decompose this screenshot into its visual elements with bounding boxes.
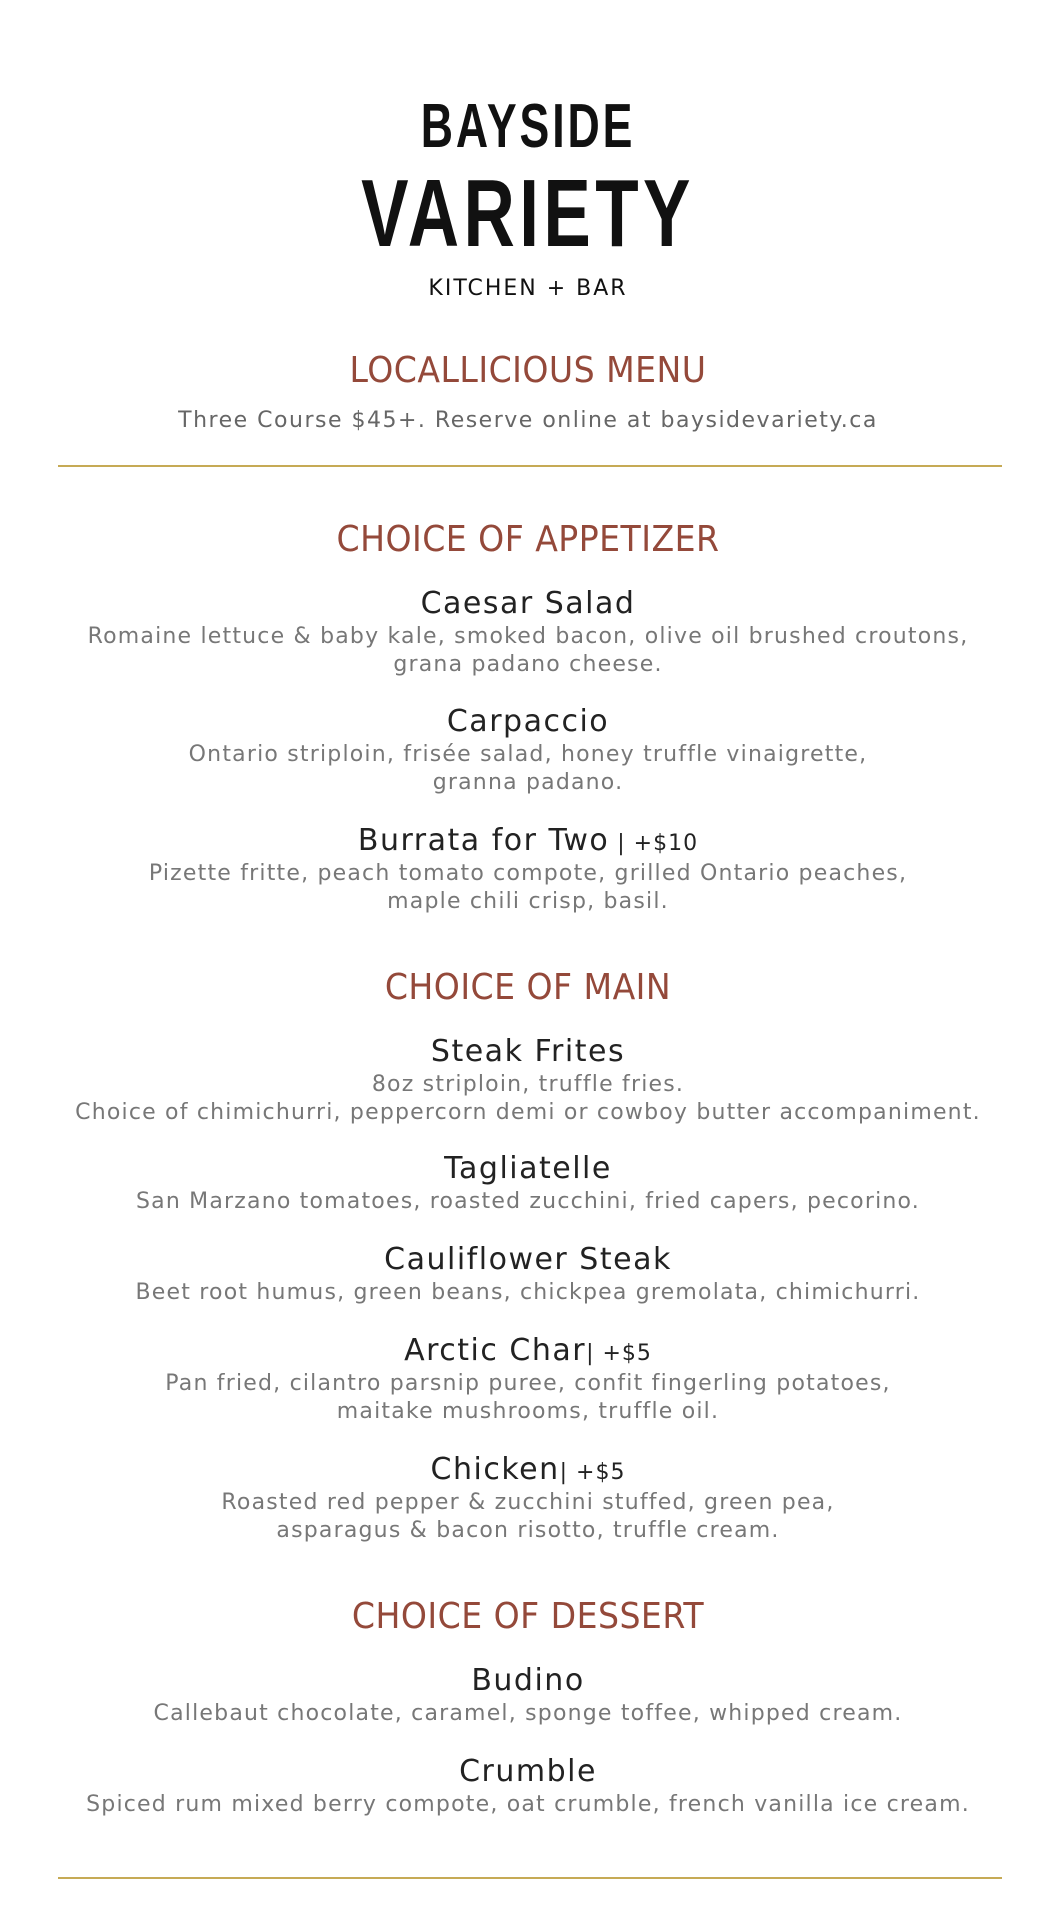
logo-line-kitchen-bar: KITCHEN + BAR (428, 276, 628, 301)
desc-line: asparagus & bacon risotto, truffle cream. (276, 1518, 780, 1543)
menu-item-name (0, 704, 1056, 739)
menu-item-description (0, 1188, 1056, 1216)
menu-item-description (0, 1791, 1056, 1819)
item-name-chicken: Chicken (430, 1452, 560, 1487)
bottom-divider (58, 1877, 1002, 1879)
menu-item-name (0, 823, 1056, 858)
menu-item-name (0, 1452, 1056, 1487)
desc-line: Pan fried, cilantro parsnip puree, confit fingerling potatoes, (165, 1371, 891, 1396)
section-title-dessert: CHOICE OF DESSERT (351, 1596, 705, 1637)
menu-item-name (0, 1754, 1056, 1789)
desc-line: granna padano. (432, 770, 624, 795)
logo-line-bayside: BAYSIDE (420, 92, 636, 161)
section-title-appetizer: CHOICE OF APPETIZER (336, 519, 720, 560)
menu-item-name (0, 1663, 1056, 1698)
item-name-steak-frites: Steak Frites (430, 1034, 626, 1069)
item-name-cauliflower-steak: Cauliflower Steak (384, 1242, 672, 1277)
desc-line: Roasted red pepper & zucchini stuffed, green pea, (221, 1490, 835, 1515)
item-name-carpaccio: Carpaccio (446, 704, 610, 739)
menu-item-description (0, 623, 1056, 679)
desc-line: Callebaut chocolate, caramel, sponge toffee, whipped cream. (153, 1701, 903, 1726)
menu-item-description (0, 741, 1056, 797)
menu-subtitle: Three Course $45+. Reserve online at baysidevariety.ca (178, 408, 878, 433)
menu-item-description (0, 1279, 1056, 1307)
desc-line: maitake mushrooms, truffle oil. (336, 1399, 720, 1424)
item-surcharge: | +$5 (559, 1460, 626, 1485)
menu-item-description (0, 1700, 1056, 1728)
desc-line: maple chili crisp, basil. (387, 889, 669, 914)
menu-item-name (0, 1034, 1056, 1069)
item-surcharge: | +$10 (609, 831, 699, 856)
menu-item-name (0, 1242, 1056, 1277)
logo-line-variety: VARIETY (361, 160, 695, 267)
menu-title: LOCALLICIOUS MENU (349, 350, 707, 391)
item-name-burrata: Burrata for Two (357, 823, 610, 858)
restaurant-logo (0, 92, 1056, 301)
desc-line: 8oz striploin, truffle fries. (371, 1072, 685, 1097)
item-name-arctic-char: Arctic Char (404, 1333, 587, 1368)
menu-item-description (0, 1489, 1056, 1545)
item-name-budino: Budino (471, 1663, 585, 1698)
item-surcharge: | +$5 (586, 1341, 652, 1366)
menu-item-name (0, 1151, 1056, 1186)
menu-item-description (0, 1370, 1056, 1426)
item-name-caesar-salad: Caesar Salad (420, 586, 636, 621)
item-name-tagliatelle: Tagliatelle (444, 1151, 612, 1186)
menu-item-description (0, 1071, 1056, 1127)
menu-item-description (0, 860, 1056, 916)
item-name-crumble: Crumble (459, 1754, 597, 1789)
top-divider (58, 465, 1002, 467)
menu-item-name (0, 586, 1056, 621)
desc-line: Spiced rum mixed berry compote, oat crumble, french vanilla ice cream. (86, 1792, 970, 1817)
desc-line: Beet root humus, green beans, chickpea gremolata, chimichurri. (135, 1280, 921, 1305)
desc-line: Choice of chimichurri, peppercorn demi or cowboy butter accompaniment. (75, 1100, 981, 1125)
desc-line: Ontario striploin, frisée salad, honey truffle vinaigrette, (188, 742, 868, 767)
section-title-main: CHOICE OF MAIN (384, 967, 672, 1008)
desc-line: grana padano cheese. (393, 652, 663, 677)
desc-line: San Marzano tomatoes, roasted zucchini, fried capers, pecorino. (135, 1189, 921, 1214)
desc-line: Romaine lettuce & baby kale, smoked bacon, olive oil brushed croutons, (87, 624, 969, 649)
desc-line: Pizette fritte, peach tomato compote, grilled Ontario peaches, (148, 861, 908, 886)
menu-item-name (0, 1333, 1056, 1368)
